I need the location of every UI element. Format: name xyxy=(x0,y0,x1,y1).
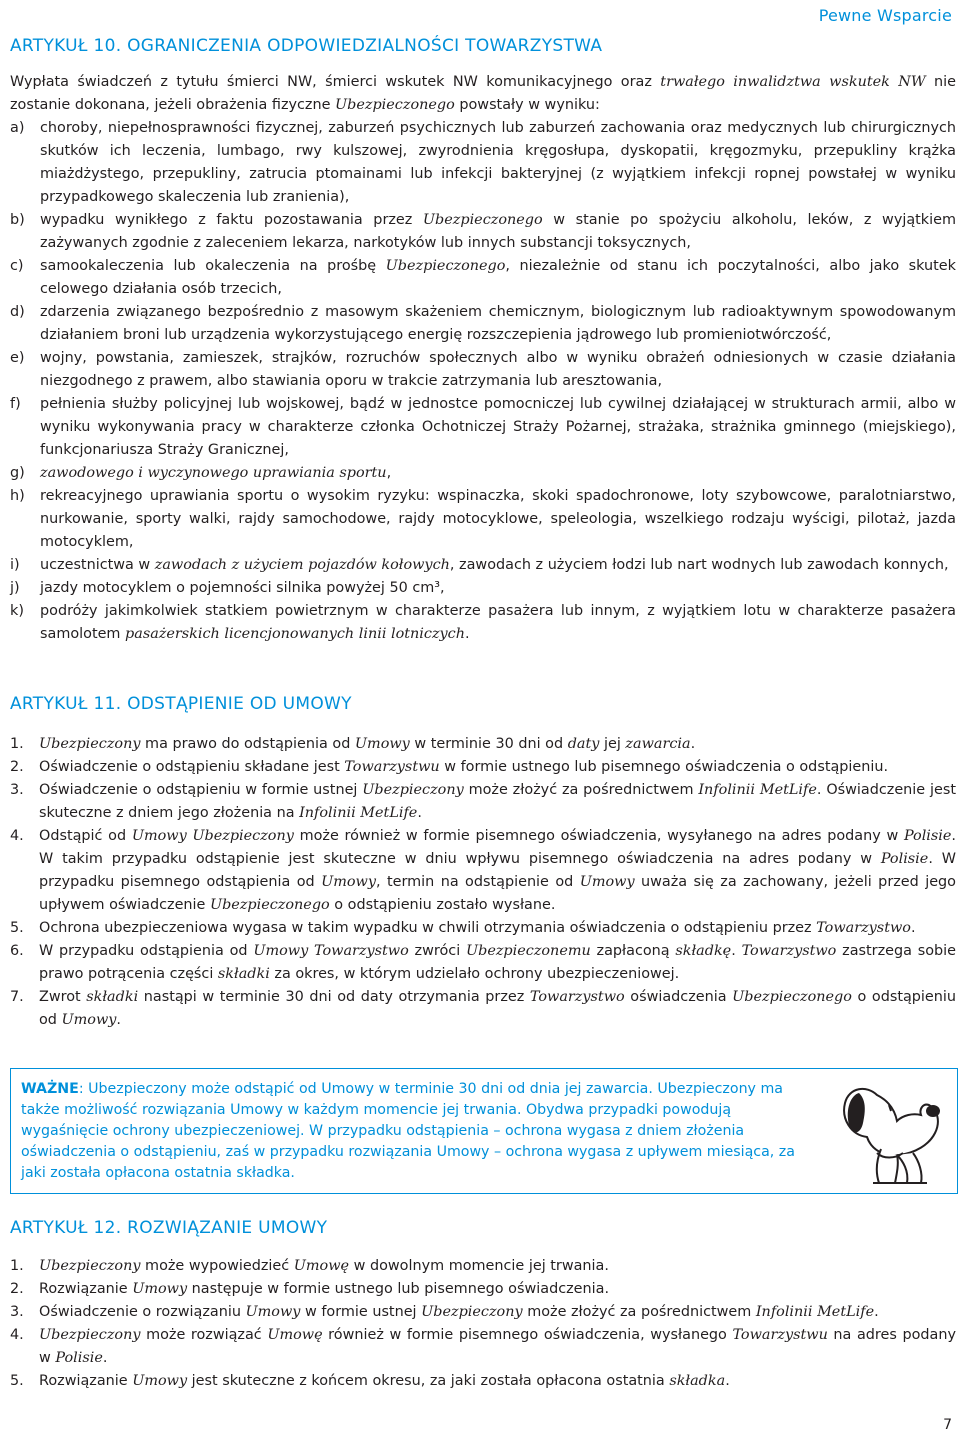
list-item xyxy=(10,756,956,779)
italic-term: Ubezpieczony xyxy=(39,736,141,752)
italic-term: pasażerskich licencjonowanych linii lotniczych xyxy=(125,626,466,642)
italic-term: Ubezpieczonemu xyxy=(465,943,591,959)
snoopy-illustration-icon xyxy=(837,1075,945,1189)
list-item xyxy=(10,600,956,646)
italic-term: Polisie xyxy=(55,1350,103,1366)
article-11-heading: ARTYKUŁ 11. ODSTĄPIENIE OD UMOWY xyxy=(10,694,352,714)
italic-term: Ubezpieczony xyxy=(362,782,464,798)
italic-term: Umowy Towarzystwo xyxy=(253,943,409,959)
text-run: . xyxy=(417,805,422,821)
italic-term: składkę xyxy=(675,943,732,959)
text-run: może złożyć za pośrednictwem xyxy=(463,782,699,798)
list-marker: 2. xyxy=(10,759,24,775)
article-10-list xyxy=(10,117,956,646)
italic-term: Umowy xyxy=(132,1373,188,1389)
italic-term: zawodach z użyciem pojazdów kołowych xyxy=(154,557,450,573)
text-run: , niezależnie od stanu ich poczytalności, albo jako skutek celowego działania osób trzecich, xyxy=(40,258,956,297)
list-item xyxy=(10,940,956,986)
article-12-list xyxy=(10,1255,956,1393)
italic-term: Infolinii MetLife xyxy=(698,782,817,798)
italic-term: Infolinii MetLife xyxy=(299,805,418,821)
italic-term: Umowy xyxy=(579,874,635,890)
list-marker: 2. xyxy=(10,1281,24,1297)
italic-term: Ubezpieczonego xyxy=(422,212,543,228)
text-run: w formie ustnego lub pisemnego oświadczenia o odstąpieniu. xyxy=(439,759,889,775)
list-marker: 5. xyxy=(10,1373,24,1389)
italic-term: składki xyxy=(86,989,139,1005)
list-item xyxy=(10,462,956,485)
italic-term: Ubezpieczonego xyxy=(385,258,506,274)
text-run: Wypłata świadczeń z tytułu śmierci NW, śmierci wskutek NW komunikacyjnego oraz xyxy=(10,74,661,90)
text-run: , xyxy=(386,465,392,481)
list-item xyxy=(10,255,956,301)
italic-term: Ubezpieczonego xyxy=(732,989,852,1005)
italic-term: Towarzystwu xyxy=(732,1327,828,1343)
text-run: wojny, powstania, zamieszek, strajków, rozruchów społecznych albo w wyniku obrażeń odniesionych w czasie działania niezgodnego z prawem, albo stawiania oporu w trakcie zatrzymania lub aresztowania, xyxy=(40,350,956,389)
italic-term: zawarcia xyxy=(625,736,691,752)
list-item xyxy=(10,986,956,1032)
text-run: , termin na odstąpienie od xyxy=(375,874,580,890)
text-run: w formie ustnej xyxy=(300,1304,422,1320)
list-item xyxy=(10,393,956,462)
text-run: . xyxy=(102,1350,108,1366)
text-run: nastąpi w terminie 30 dni od daty otrzymania przez xyxy=(138,989,530,1005)
list-marker: b) xyxy=(10,212,25,228)
italic-term: Umowy xyxy=(321,874,376,890)
list-item xyxy=(10,1301,956,1324)
list-marker: 3. xyxy=(10,782,24,798)
italic-term: Infolinii MetLife xyxy=(755,1304,875,1320)
italic-term: Ubezpieczony xyxy=(421,1304,523,1320)
italic-term: Towarzystwu xyxy=(344,759,440,775)
text-run: . Oświadczenie jest skuteczne z dniem jego złożenia na xyxy=(39,782,956,821)
important-note-text xyxy=(21,1079,821,1184)
text-run: . xyxy=(910,920,916,936)
italic-term: Towarzystwo xyxy=(816,920,911,936)
text-run: może również w formie pisemnego oświadczenia, wysyłanego na adres podany w xyxy=(293,828,904,844)
list-marker: e) xyxy=(10,350,25,366)
text-run: . xyxy=(116,1012,121,1028)
italic-term: Towarzystwo xyxy=(529,989,625,1005)
list-item xyxy=(10,1324,956,1370)
text-run: choroby, niepełnosprawności fizycznej, zaburzeń psychicznych lub zaburzeń zachowania oraz medycznych lub chirurgicznych skutków ich leczenia, lumbago, rwy kulszowej, zwyrodnienia kręgosłupa, dyskopatii, kręgozmyku, przepukliny krążka miażdżystego, przepukliny, zatrucia ptomainami lub infekcji bakteryjnej (z wyjątkiem infekcji ropnej powstałej w wyniku przypadkowego skaleczenia lub zranienia), xyxy=(40,120,956,205)
italic-term: Ubezpieczony xyxy=(39,1258,141,1274)
text-run: Rozwiązanie xyxy=(39,1281,133,1297)
text-run: w dowolnym momencie jej trwania. xyxy=(349,1258,609,1274)
list-item xyxy=(10,917,956,940)
italic-term: Polisie xyxy=(880,851,929,867)
text-run: w terminie 30 dni od xyxy=(409,736,568,752)
list-item xyxy=(10,209,956,255)
italic-term: Ubezpieczonego xyxy=(209,897,330,913)
list-marker: 7. xyxy=(10,989,24,1005)
italic-term: Umowy xyxy=(354,736,410,752)
text-run: wypadku wynikłego z faktu pozostawania przez xyxy=(40,212,423,228)
text-run: rekreacyjnego uprawiania sportu o wysokim ryzyku: wspinaczka, skoki spadochronowe, loty szybowcowe, paralotniarstwo, nurkowanie, sporty walki, rajdy samochodowe, rajdy motocyklowe, speleologia, wszelkiego rodzaju wyścigi, pilotaż, jazda motocyklem, xyxy=(40,488,956,550)
text-run: w stanie po spożyciu alkoholu, leków, z wyjątkiem zażywanych zgodnie z zaleceniem lekarza, narkotyków lub innych substancji toksycznych, xyxy=(40,212,957,251)
text-run: . xyxy=(731,943,742,959)
text-run: następuje w formie ustnego lub pisemnego oświadczenia. xyxy=(187,1281,610,1297)
text-run: może rozwiązać xyxy=(140,1327,268,1343)
article-11-list xyxy=(10,733,956,1032)
list-marker: 4. xyxy=(10,828,24,844)
list-item xyxy=(10,1278,956,1301)
text-run: pełnienia służby policyjnej lub wojskowej, bądź w jednostce pomocniczej lub cywilnej działającej w strukturach armii, albo w wyniku wykonywania pracy w charakterze członka Ochotniczej Straży Pożarnej, strażaka, strażnika gminnego (miejskiego), funkcjonariusza Straży Granicznej, xyxy=(40,396,956,458)
italic-term: Towarzystwo xyxy=(741,943,837,959)
text-run: ma prawo do odstąpienia od xyxy=(140,736,355,752)
list-marker: j) xyxy=(10,580,20,596)
italic-term: Umowy Ubezpieczony xyxy=(131,828,294,844)
text-run: zdarzenia związanego bezpośrednio z masowym skażeniem chemicznym, biologicznym lub radioaktywnym spowodowanym działaniem broni lub urządzenia wykorzystującego energię rozszczepienia jądrowego lub promieniotwórczość, xyxy=(40,304,956,343)
italic-term: Polisie xyxy=(903,828,952,844)
page-number: 7 xyxy=(943,1417,952,1433)
text-run: Odstąpić od xyxy=(39,828,132,844)
important-note-body: : Ubezpieczony może odstąpić od Umowy w terminie 30 dni od dnia jej zawarcia. Ubezpieczony ma także możliwość rozwiązania Umowy w każdym momencie jej trwania. Obydwa przypadki powodują wygaśnięcie ochrony ubezpieczeniowej. W przypadku odstąpienia – ochrona wygasa z dniem złożenia oświadczenia o odstąpieniu, zaś w przypadku rozwiązania Umowy – ochrona wygasa z upływem miesiąca, za jaki została opłacona ostatnia składka. xyxy=(21,1081,795,1181)
text-run: nie zostanie dokonana, jeżeli obrażenia fizyczne xyxy=(10,74,957,113)
article-10-heading: ARTYKUŁ 10. OGRANICZENIA ODPOWIEDZIALNOŚCI TOWARZYSTWA xyxy=(10,36,603,56)
italic-term: daty xyxy=(567,736,600,752)
text-run: podróży jakimkolwiek statkiem powietrznym w charakterze pasażera lub innym, z wyjątkiem lotu w charakterze pasażera samolotem xyxy=(40,603,956,642)
list-item xyxy=(10,1255,956,1278)
text-run: Oświadczenie o odstąpieniu składane jest xyxy=(39,759,345,775)
italic-term: Umowę xyxy=(293,1258,350,1274)
text-run: W przypadku odstąpienia od xyxy=(39,943,254,959)
list-item xyxy=(10,347,956,393)
article-10-intro xyxy=(10,71,956,117)
text-run: Oświadczenie o rozwiązaniu xyxy=(39,1304,246,1320)
important-note-box xyxy=(10,1068,958,1194)
text-run: uważa się za zachowany, jeżeli przed jego upływem oświadczenie xyxy=(39,874,956,913)
text-run: oświadczenia xyxy=(624,989,733,1005)
important-note-label: WAŻNE xyxy=(21,1081,79,1097)
list-marker: d) xyxy=(10,304,25,320)
text-run: może wypowiedzieć xyxy=(140,1258,294,1274)
list-marker: 5. xyxy=(10,920,24,936)
text-run: jej xyxy=(599,736,626,752)
text-run: . xyxy=(465,626,470,642)
italic-term: składki xyxy=(217,966,270,982)
text-run: . W przypadku pisemnego odstąpienia od xyxy=(39,851,956,890)
text-run: Oświadczenie o odstąpieniu w formie ustnej xyxy=(39,782,363,798)
text-run: zwróci xyxy=(408,943,466,959)
text-run: jazdy motocyklem o pojemności silnika powyżej 50 cm³, xyxy=(40,580,445,596)
brand-tagline: Pewne Wsparcie xyxy=(818,6,952,25)
list-marker: i) xyxy=(10,557,20,573)
italic-term: Ubezpieczonego xyxy=(335,97,455,113)
italic-term: Umowy xyxy=(61,1012,117,1028)
text-run: o odstąpieniu od xyxy=(39,989,957,1028)
text-run: zapłaconą xyxy=(590,943,676,959)
list-marker: k) xyxy=(10,603,24,619)
text-run: jest skuteczne z końcem okresu, za jaki została opłacona ostatnia xyxy=(187,1373,670,1389)
italic-term: Umowy xyxy=(132,1281,188,1297)
list-item xyxy=(10,301,956,347)
text-run: powstały w wyniku: xyxy=(454,97,600,113)
list-item xyxy=(10,825,956,917)
list-item xyxy=(10,1370,956,1393)
text-run: Zwrot xyxy=(39,989,87,1005)
text-run: na adres podany w xyxy=(39,1327,956,1366)
text-run: . xyxy=(874,1304,879,1320)
text-run: , zawodach z użyciem łodzi lub nart wodnych lub zawodach konnych, xyxy=(449,557,949,573)
list-marker: h) xyxy=(10,488,25,504)
list-item xyxy=(10,117,956,209)
list-item xyxy=(10,733,956,756)
text-run: również w formie pisemnego oświadczenia, wysłanego xyxy=(322,1327,733,1343)
list-item xyxy=(10,779,956,825)
italic-term: Umowę xyxy=(267,1327,323,1343)
list-marker: 3. xyxy=(10,1304,24,1320)
list-marker: 1. xyxy=(10,1258,24,1274)
italic-term: trwałego inwalidztwa wskutek NW xyxy=(660,74,926,90)
list-marker: 6. xyxy=(10,943,24,959)
list-marker: 1. xyxy=(10,736,24,752)
list-marker: c) xyxy=(10,258,24,274)
list-item xyxy=(10,485,956,554)
text-run: zastrzega sobie prawo potrącenia części xyxy=(39,943,956,982)
text-run: Rozwiązanie xyxy=(39,1373,133,1389)
text-run: uczestnictwa w xyxy=(40,557,155,573)
italic-term: Umowy xyxy=(245,1304,301,1320)
list-item xyxy=(10,577,956,600)
list-marker: 4. xyxy=(10,1327,24,1343)
list-marker: a) xyxy=(10,120,25,136)
italic-term: składka xyxy=(669,1373,726,1389)
italic-term: Ubezpieczony xyxy=(39,1327,141,1343)
list-marker: f) xyxy=(10,396,21,412)
text-run: o odstąpieniu zostało wysłane. xyxy=(329,897,556,913)
text-run: . W takim przypadku odstąpienie jest skuteczne w dniu wpływu pisemnego oświadczenia na adres podany w xyxy=(39,828,956,867)
article-12-heading: ARTYKUŁ 12. ROZWIĄZANIE UMOWY xyxy=(10,1218,328,1238)
text-run: . xyxy=(690,736,696,752)
text-run: Ochrona ubezpieczeniowa wygasa w takim wypadku w chwili otrzymania oświadczenia o odstąpieniu przez xyxy=(39,920,817,936)
text-run: samookaleczenia lub okaleczenia na prośbę xyxy=(40,258,386,274)
text-run: może złożyć za pośrednictwem xyxy=(522,1304,756,1320)
text-run: za okres, w którym udzielało ochrony ubezpieczeniowej. xyxy=(269,966,680,982)
list-marker: g) xyxy=(10,465,25,481)
text-run: . xyxy=(725,1373,730,1389)
italic-term: zawodowego i wyczynowego uprawiania sportu xyxy=(40,465,387,481)
list-item xyxy=(10,554,956,577)
